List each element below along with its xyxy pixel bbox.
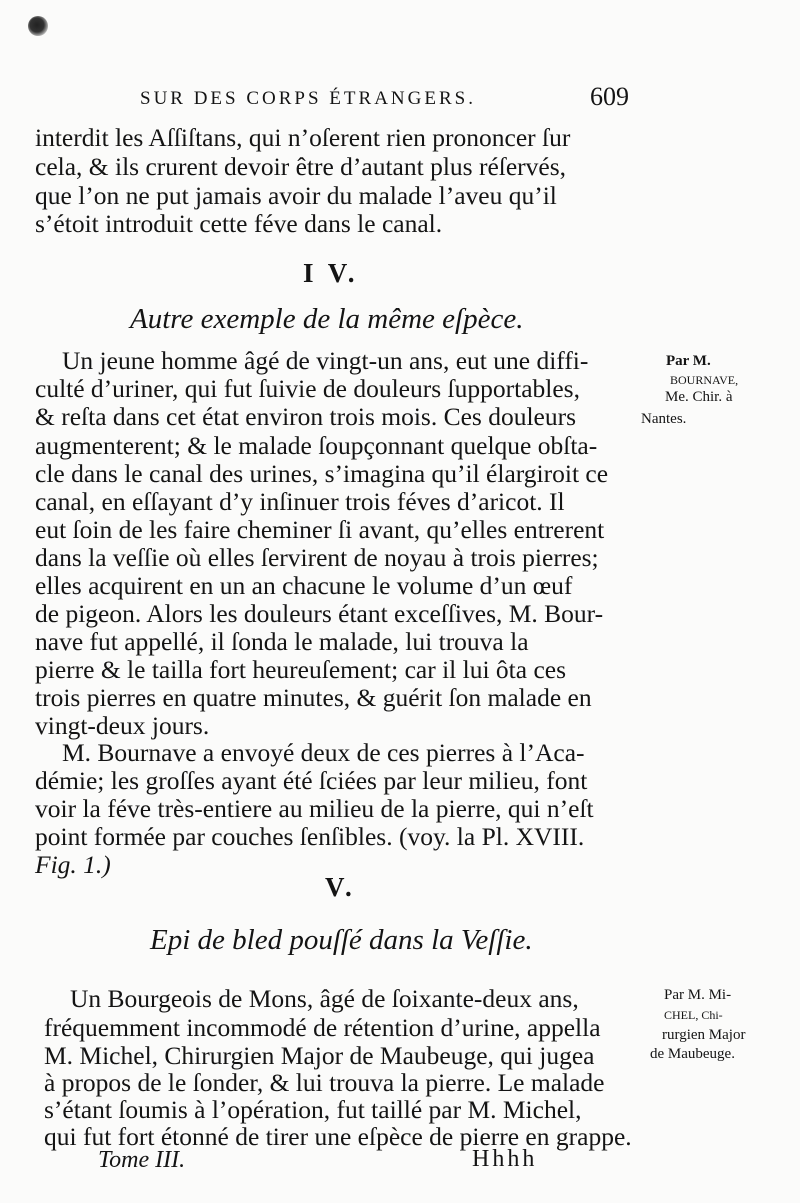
- margin-note-line: rurgien Major: [662, 1027, 746, 1043]
- text-line: dans la veſſie où elles ſervirent de noyau à trois pierres;: [35, 543, 599, 572]
- text-line: canal, en eſſayant d’y inſinuer trois féves d’aricot. Il: [35, 487, 565, 516]
- text-line: de pigeon. Alors les douleurs étant exceſſives, M. Bour-: [35, 599, 604, 628]
- section-title: Epi de bled pouſſé dans la Veſſie.: [150, 924, 533, 956]
- text-line: que l’on ne put jamais avoir du malade l’aveu qu’il: [35, 181, 557, 210]
- text-line: trois pierres en quatre minutes, & guérit ſon malade en: [35, 683, 592, 712]
- margin-note-line: BOURNAVE,: [670, 373, 739, 387]
- ink-blot: [28, 16, 48, 36]
- text-line: Un Bourgeois de Mons, âgé de ſoixante-deux ans,: [70, 984, 579, 1013]
- text-line: démie; les groſſes ayant été ſciées par leur milieu, font: [35, 766, 588, 795]
- volume-label: Tome III.: [98, 1147, 186, 1173]
- text-line: nave fut appellé, il ſonda le malade, lui trouva la: [35, 627, 529, 656]
- text-line: cela, & ils crurent devoir être d’autant plus réſervés,: [35, 152, 567, 181]
- signature-mark: Hhhh: [472, 1146, 538, 1172]
- text-line: culté d’uriner, qui fut ſuivie de douleurs ſupportables,: [35, 374, 580, 403]
- text-line: s’étant ſoumis à l’opération, fut taillé par M. Michel,: [44, 1095, 582, 1124]
- running-head: SUR DES CORPS ÉTRANGERS.: [140, 88, 476, 109]
- text-line: qui fut fort étonné de tirer une eſpèce de pierre en grappe.: [44, 1122, 632, 1151]
- text-line: cle dans le canal des urines, s’imagina qu’il élargiroit ce: [35, 459, 609, 488]
- text-line: elles acquirent en un an chacune le volume d’un œuf: [35, 571, 573, 600]
- margin-note-line: Par M.: [666, 353, 711, 369]
- margin-note-line: Par M. Mi-: [664, 987, 732, 1003]
- section-title: Autre exemple de la même eſpèce.: [130, 303, 524, 335]
- text-line: augmenterent; & le malade ſoupçonnant quelque obſta-: [35, 431, 598, 460]
- margin-note-line: Nantes.: [641, 411, 687, 427]
- text-line: pierre & le tailla fort heureuſement; car il lui ôta ces: [35, 655, 567, 684]
- text-line: à propos de le ſonder, & lui trouva la pierre. Le malade: [44, 1068, 605, 1097]
- margin-note-line: de Maubeuge.: [650, 1046, 735, 1062]
- text-line: interdit les Aſſiſtans, qui n’oſerent rien prononcer ſur: [35, 123, 571, 152]
- text-line: & reſta dans cet état environ trois mois. Ces douleurs: [35, 402, 577, 431]
- text-line: eut ſoin de les faire cheminer ſi avant, qu’elles entrerent: [35, 515, 605, 544]
- section-number: I V.: [303, 258, 359, 288]
- section-number: V.: [325, 872, 356, 902]
- text-line: M. Michel, Chirurgien Major de Maubeuge, qui jugea: [44, 1041, 595, 1070]
- text-line: vingt-deux jours.: [35, 711, 210, 740]
- text-line: M. Bournave a envoyé deux de ces pierres à l’Aca-: [62, 738, 585, 767]
- text-line: point formée par couches ſenſibles. (voy. la Pl. XVIII.: [35, 822, 585, 851]
- margin-note-line: Me. Chir. à: [665, 389, 733, 405]
- text-line: Fig. 1.): [35, 850, 111, 879]
- page-number: 609: [590, 82, 629, 111]
- text-line: fréquemment incommodé de rétention d’urine, appella: [44, 1013, 601, 1042]
- text-line: voir la féve très-entiere au milieu de la pierre, qui n’eſt: [35, 794, 594, 823]
- margin-note-line: CHEL, Chi-: [664, 1008, 723, 1022]
- text-line: s’étoit introduit cette féve dans le canal.: [35, 209, 443, 238]
- text-line: Un jeune homme âgé de vingt-un ans, eut une diffi-: [62, 346, 589, 375]
